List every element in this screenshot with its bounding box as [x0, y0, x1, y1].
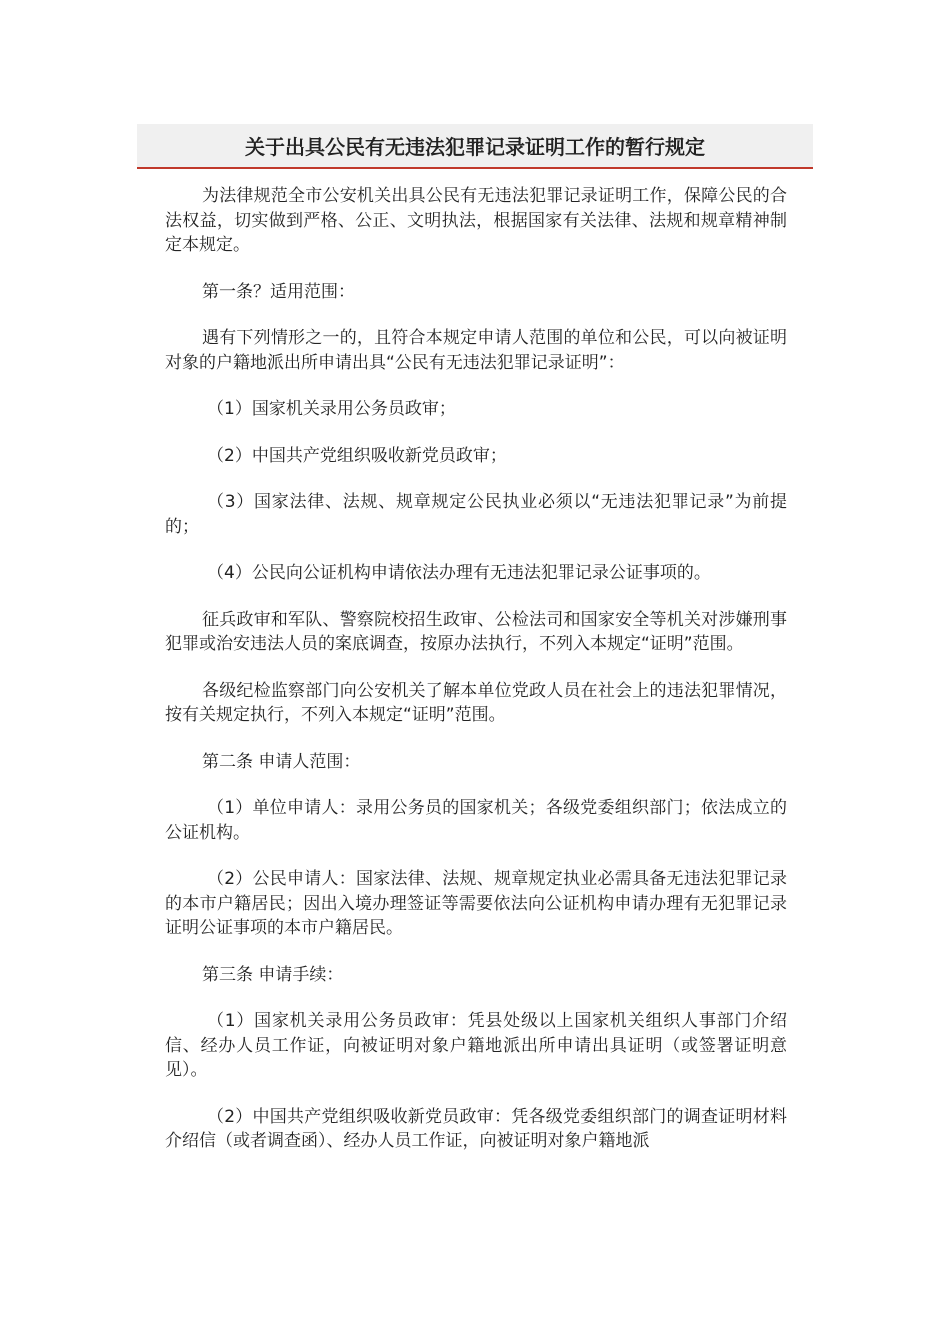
list-item: （2）公民申请人：国家法律、法规、规章规定执业必需具备无违法犯罪记录的本市户籍居民；因出入境办理签证等需要依法向公证机构申请办理有无犯罪记录证明公证事项的本市户籍居民。	[165, 869, 787, 938]
list-item: （3）国家法律、法规、规章规定公民执业必须以“无违法犯罪记录”为前提的；	[165, 492, 787, 537]
article-3-heading: 第三条 申请手续：	[202, 964, 344, 985]
document-body	[165, 184, 787, 1176]
paragraph: 遇有下列情形之一的，且符合本规定申请人范围的单位和公民，可以向被证明对象的户籍地派出所申请出具“公民有无违法犯罪记录证明”：	[165, 328, 787, 373]
article-1-heading: 第一条？适用范围：	[202, 281, 355, 302]
title-bar	[137, 124, 813, 169]
list-item: （2）中国共产党组织吸收新党员政审；	[207, 445, 507, 466]
paragraph: 征兵政审和军队、警察院校招生政审、公检法司和国家安全等机关对涉嫌刑事犯罪或治安违法人员的案底调查，按原办法执行，不列入本规定“证明”范围。	[165, 609, 787, 654]
list-item: （4）公民向公证机构申请依法办理有无违法犯罪记录公证事项的。	[207, 563, 711, 583]
list-item: （1）单位申请人：录用公务员的国家机关；各级党委组织部门；依法成立的公证机构。	[165, 798, 787, 843]
list-item: （2）中国共产党组织吸收新党员政审：凭各级党委组织部门的调查证明材料介绍信（或者调查函）、经办人员工作证，向被证明对象户籍地派	[165, 1106, 787, 1151]
paragraph-intro: 为法律规范全市公安机关出具公民有无违法犯罪记录证明工作，保障公民的合法权益，切实做到严格、公正、文明执法，根据国家有关法律、法规和规章精神制定本规定。	[165, 186, 787, 255]
paragraph: 各级纪检监察部门向公安机关了解本单位党政人员在社会上的违法犯罪情况，按有关规定执行，不列入本规定“证明”范围。	[165, 680, 787, 725]
article-2-heading: 第二条 申请人范围：	[202, 751, 361, 772]
list-item: （1）国家机关录用公务员政审；	[207, 399, 456, 419]
document-title: 关于出具公民有无违法犯罪记录证明工作的暂行规定	[245, 135, 705, 159]
list-item: （1）国家机关录用公务员政审：凭县处级以上国家机关组织人事部门介绍信、经办人员工作证，向被证明对象户籍地派出所申请出具证明（或签署证明意见）。	[165, 1011, 787, 1080]
